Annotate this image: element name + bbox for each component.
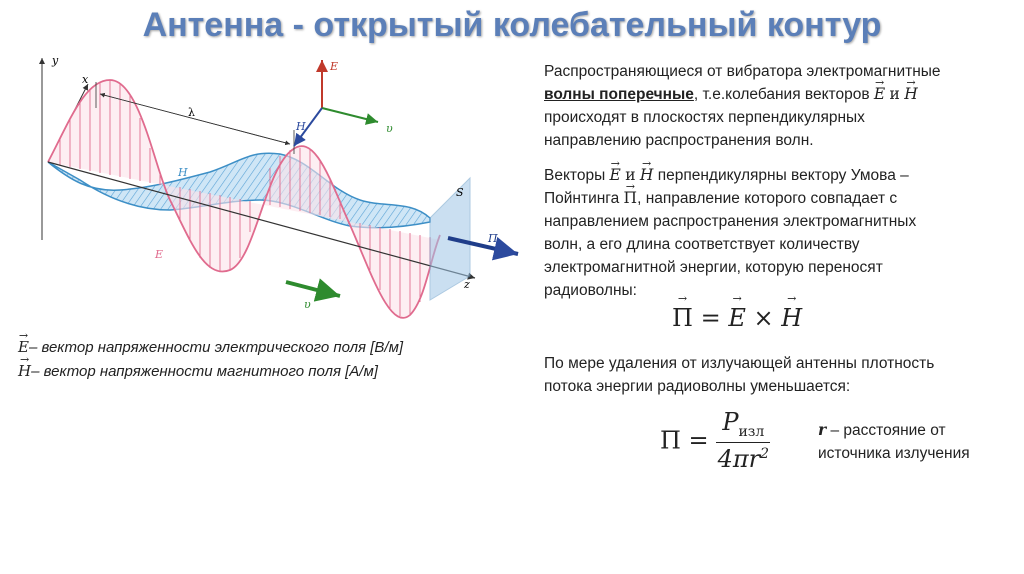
triad-v-label: υ bbox=[386, 122, 393, 135]
x-axis-label: x bbox=[82, 73, 89, 86]
transverse-waves-term: волны поперечные bbox=[544, 86, 694, 103]
legend-h-text: – вектор напряженности магнитного поля [А/м] bbox=[31, 363, 378, 380]
triad-h-label: H bbox=[296, 120, 306, 133]
velocity-label: υ bbox=[304, 298, 311, 311]
paragraph-transverse-waves: Распространяющиеся от вибратора электромагнитные волны поперечные, т.е.колебания векторов → E и → H происходят в плоскостях перпендикулярных направлению распространения волн. bbox=[544, 60, 1014, 152]
s-plane-label: S bbox=[456, 186, 464, 199]
paragraph-poynting: Векторы → E и → H перпендикулярны вектору Умова – Пойнтинга → П, направление которого совпадает с направлением распространения электромагнитных волн, а его длина соответствует количеству электромагнитной энергии, которую переносят радиоволны: bbox=[544, 164, 1014, 302]
legend-e bbox=[18, 336, 403, 359]
lambda-label: λ bbox=[188, 106, 195, 119]
velocity-arrow bbox=[286, 282, 340, 296]
legend-h bbox=[18, 360, 378, 383]
page-title: Антенна - открытый колебательный контур bbox=[142, 6, 882, 44]
triad-v-arrow bbox=[322, 108, 378, 122]
triad-e-label: E bbox=[330, 60, 339, 73]
y-axis-label: y bbox=[52, 54, 59, 67]
distance-note: r – расстояние от источника излучения bbox=[818, 420, 970, 462]
poynting-label: П bbox=[488, 232, 498, 245]
e-vector-symbol: → E bbox=[18, 336, 29, 359]
paragraph-energy-decrease: По мере удаления от излучающей антенны плотность потока энергии радиоволны уменьшается: bbox=[544, 355, 935, 395]
poynting-formula: → П = → E × → H bbox=[672, 304, 802, 332]
h-wave-label: H bbox=[178, 166, 188, 179]
flux-density-formula: П = $\frac{P_{изл}}{4\pi r^2}$ bbox=[660, 408, 770, 473]
em-wave-diagram bbox=[30, 50, 540, 340]
z-axis-label: z bbox=[464, 278, 470, 291]
legend-e-text: – вектор напряженности электрического поля [В/м] bbox=[28, 339, 404, 356]
e-wave-label: E bbox=[155, 248, 164, 261]
h-vector-symbol: → H bbox=[18, 360, 31, 383]
